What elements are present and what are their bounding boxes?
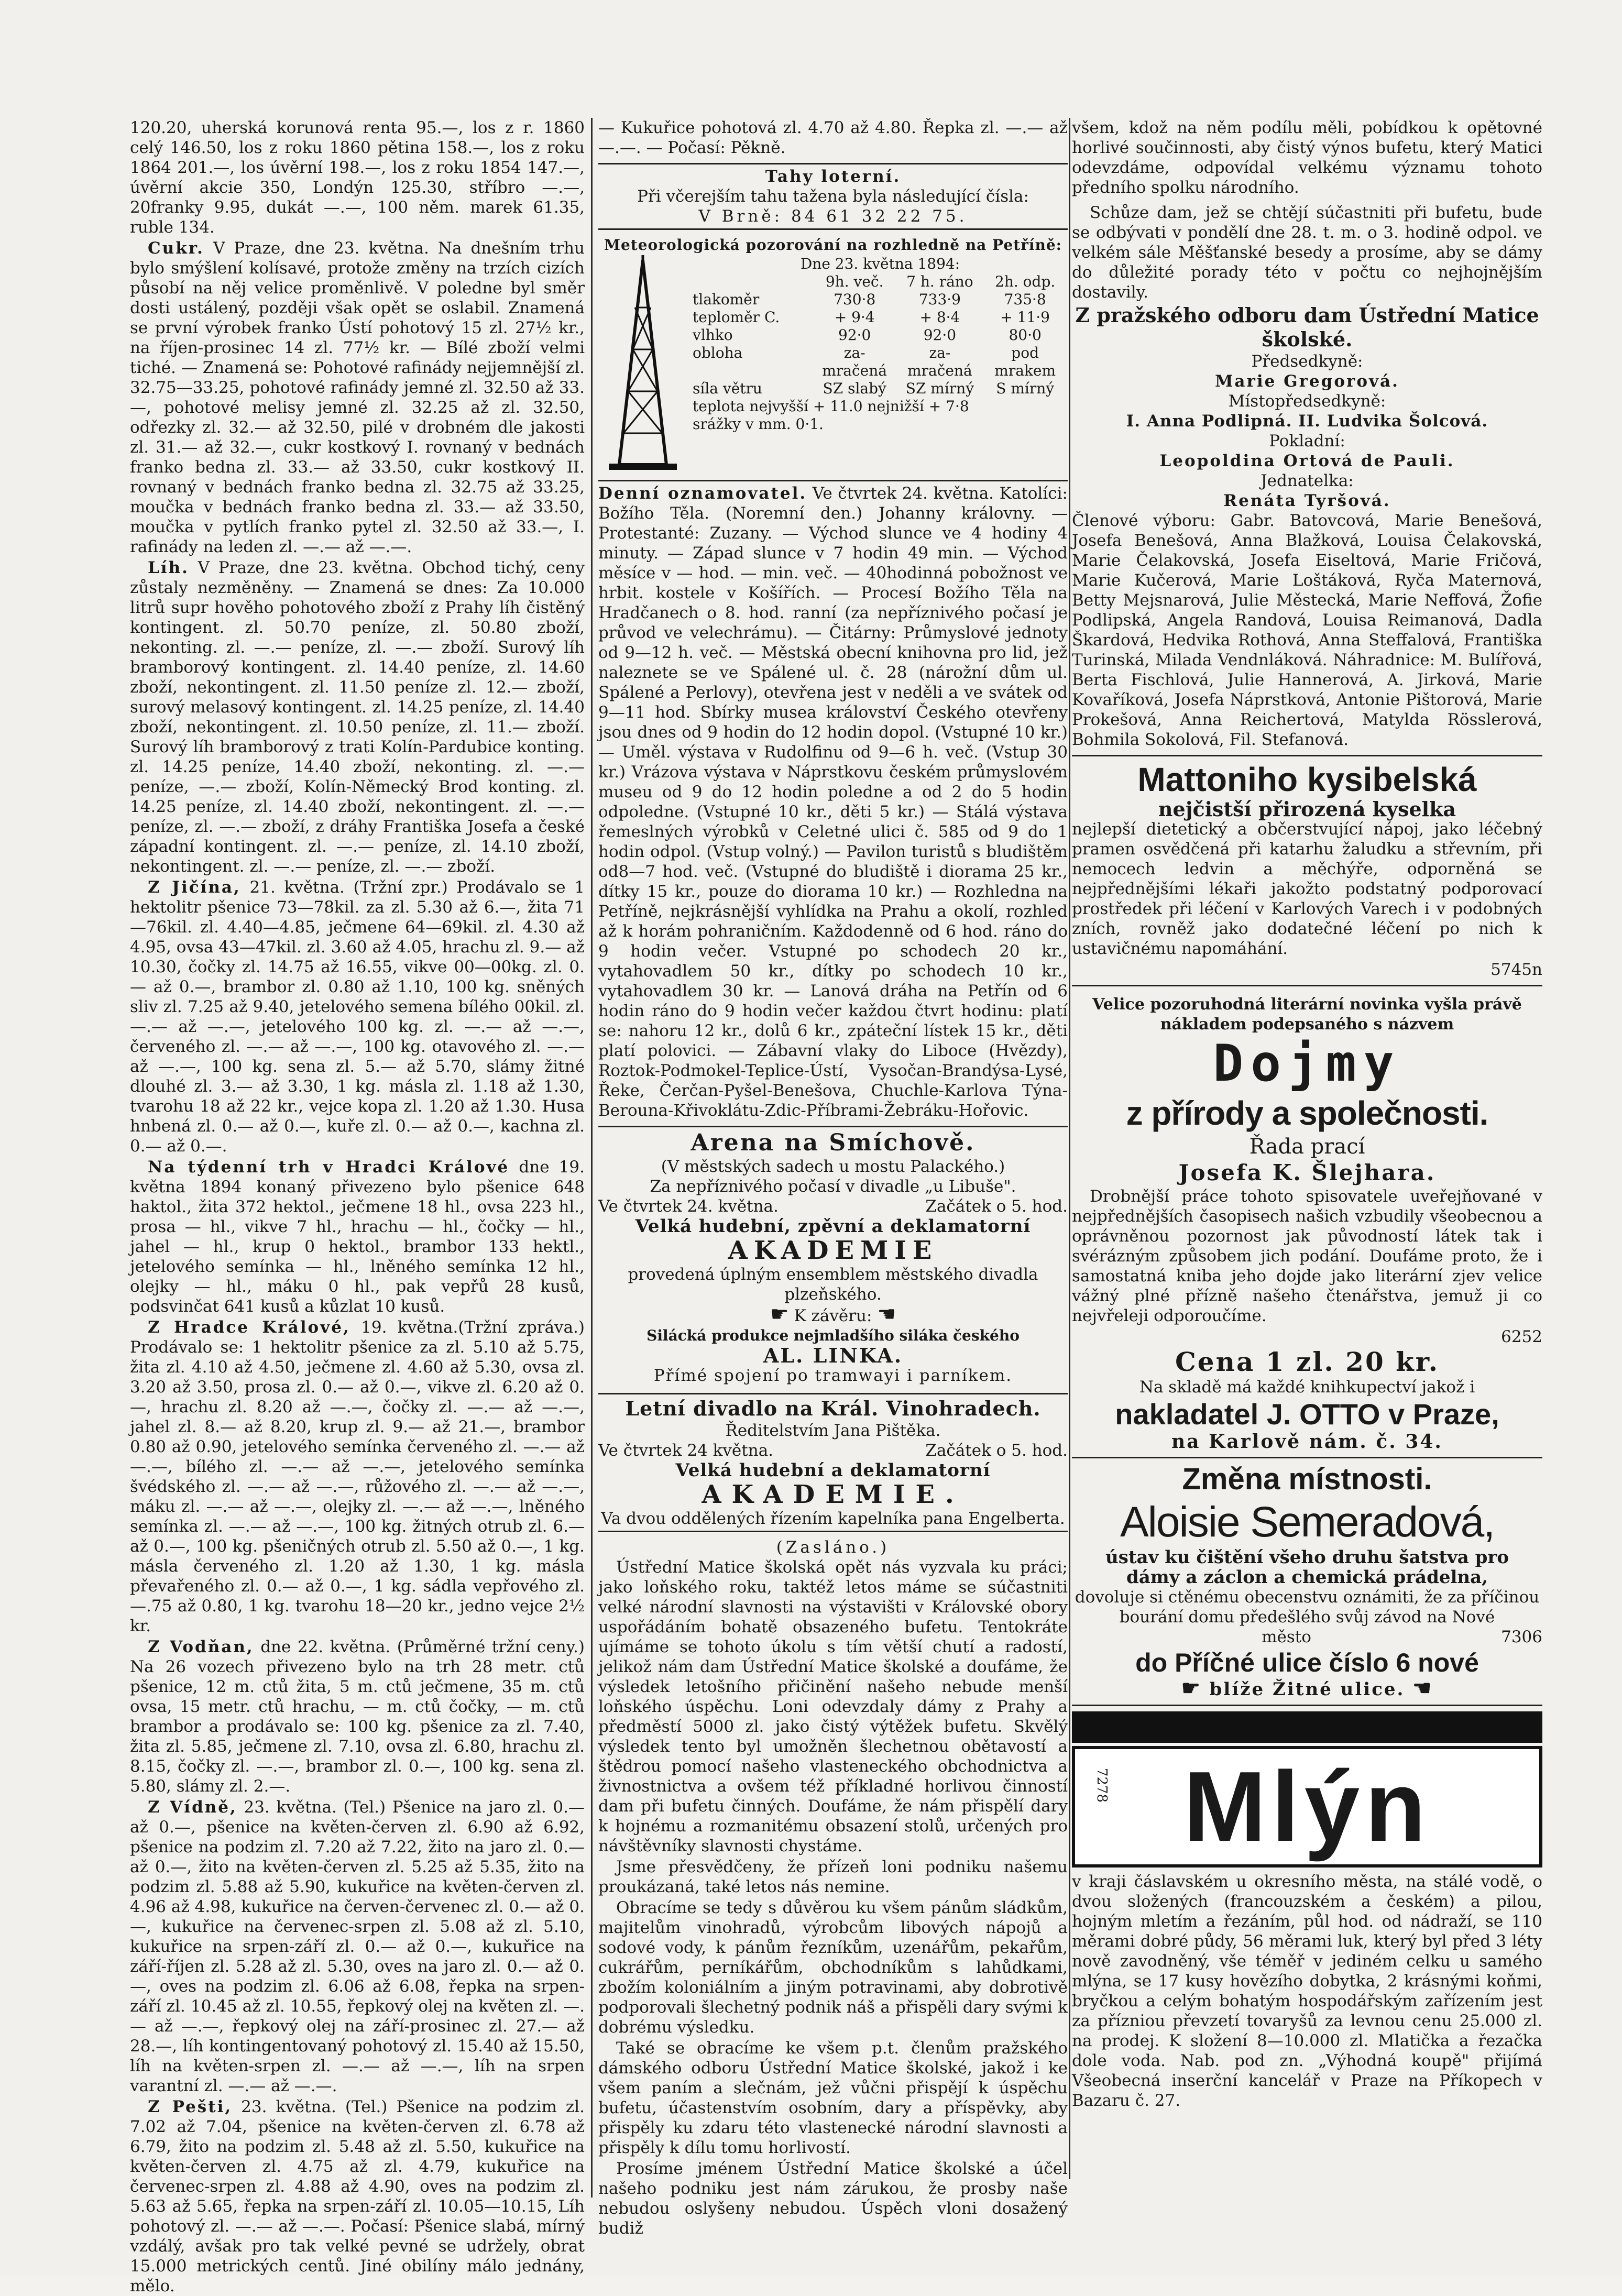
sent-in-continuation: všem, kdož na něm podílu měli, pobídkou k opětovné horlivé součinnosti, aby čistý výnos bufetu, který Matici odevzdáme, odpovídal velkému významu tohoto předního spolku národního. [1072, 118, 1542, 197]
meteo-cell: teploměr C. [693, 309, 780, 326]
column-rule-2 [1069, 118, 1070, 2179]
arena-time: Začátek o 5. hod. [925, 1197, 1068, 1216]
meteo-row [693, 309, 1068, 326]
arena-strongman: Silácká produkce nejmladšího siláka českého [646, 1327, 1020, 1344]
viden-text: 23. května. (Tel.) Pšenice na jaro zl. 0.— až 0.—, pšenice na květen-červen zl. 6.90 až 6.92, pšenice na podzim zl. 7.20 až 7.22, žito na jaro zl. 0.— až 0.—, žito na květen-červen zl. 5.25 až 5.35, žito na podzim zl. 5.88 až 5.90, kukuřice na květen-červen zl. 4.96 až 4.98, kukuřice na červen-červenec zl. 0.— až 0.—, kukuřice na červenec-srpen zl. 5.08 až zl. 5.10, kukuřice na srpen-září zl. 0.— až 0.—, kukuřice na září-říjen zl. 5.28 až zl. 5.30, oves na jaro zl. 0.— až 0.—, oves na podzim zl. 6.06 až 6.08, řepka na srpen-září zl. 10.45 až zl. 10.55, řepkový olej na květen zl. —.— až —.—, řepkový olej na září-prosinec zl. 27.— až 28.—, líh kontingentovaný pohotový zl. 15.40 až 15.50, líh na květen-srpen zl. —.— až —.—, líh na srpen varantní zl. —.— až —.—. [130, 1798, 585, 2095]
semeradova-near-text: blíže Žitné ulice. [1209, 1679, 1405, 1700]
arena-performers: provedená úplným ensemblem městského divadla plzeňského. [628, 1265, 1038, 1304]
meteo-cell: 2h. odp. [995, 273, 1056, 290]
arena-date: Ve čtvrtek 24. května. [598, 1197, 779, 1216]
meteo-cell: mračená [822, 362, 887, 379]
meteo-cell [693, 362, 812, 380]
meteo-cell: 80·0 [1009, 326, 1042, 344]
sugar-text: V Praze, dne 23. května. Na dnešním trhu bylo smýšlení kolísavé, protože změny na trzích cizích působí na něj velice proměnlivě. V poledne byl směr dosti ustálený, později však opět se oslabil. Znamená se první výrobek franko Ústí pohotový 15 zl. 27½ kr., na říjen-prosinec 14 zl. 77½ kr. — Bílé zboží velmi tiché. — Znamená se: Pohotové rafinády nejjemnější zl. 32.75—33.25, pohotové rafinády jemné zl. 32.50 až 33.—, pohotové melisy jemné zl. 32.25 až zl. 32.50, odřezky zl. 32.— až 32.50, pilé v drobném dle jakosti zl. 31.— až 32.—, cukr kostkový I. rovnaný v bednách franko bedna zl. 33.— až 33.50, cukr kostkový II. rovnaný v bednách franko bedna zl. 32.75 až 33.25, moučka v bednách franko bedna zl. 33.— až 33.50, moučka v pytlích franko pytel zl. 32.50 až 33.—, I. rafinády na leden zl. —.— až —.—. [130, 239, 585, 556]
sent-in-paragraph: Obracíme se tedy s důvěrou ku všem pánům sládkům, majitelům vinohradů, výrobcům libových nápojů a sodové vody, k pánům řezníkům, uzenářům, pekařům, cukrářům, perníkářům, obchodníkům s lahůdkami, zbožím koloniálním a jiným potravinami, aby dobrotivě podporovali šlechetný podnik náš a přispěli dary svými k dobrému výsledku. [598, 1898, 1068, 2037]
ad-semeradova [1072, 1458, 1542, 1706]
meteo-cell: 7 h. ráno [906, 273, 973, 290]
dojmy-stock: Na skladě má každé knihkupectví jakož i [1139, 1378, 1475, 1397]
sent-in-heading: (Zasláno.) [776, 1538, 890, 1557]
pointing-hand-icon: ☚ [877, 1302, 896, 1326]
sent-in-paragraph: Jsme přesvědčeny, že přízeň loni podniku našemu proukázaná, také letos nás nemine. [598, 1858, 1068, 1896]
vice-chair-names: I. Anna Podlipná. II. Ludvika Šolcová. [1126, 412, 1488, 431]
sent-in-paragraph: Také se obracíme ke všem p.t. členům pražského dámského odboru Ústřední Matice školské, jakož i ke všem paním a slečnám, jež vůčni přispějí k úspěchu bufetu, účastenstvím osobním, dary a příspěvky, aby přispěly ku zdaru této vlastenecké národní slavnosti a přispěly k dílu tomu horlivostí. [598, 2039, 1068, 2157]
summer-theatre-date-row [598, 1441, 1068, 1460]
meteo-cell: pod [1011, 344, 1039, 361]
semeradova-city-row [1072, 1627, 1542, 1647]
column-advertisements [1072, 118, 1542, 2174]
mattoni-subtitle: nejčistší přirozená kyselka [1158, 797, 1456, 821]
lottery-box [598, 163, 1068, 230]
pointing-hand-icon: ☛ [1181, 1676, 1202, 1700]
treasurer-label: Pokladní: [1269, 432, 1345, 451]
meteo-row [693, 326, 1068, 344]
meteo-cell: 92·0 [838, 326, 871, 344]
meteo-cell: 733·9 [918, 291, 961, 308]
mlyn-number: 7278 [1094, 1767, 1110, 1803]
meteo-cell: mrakem [994, 362, 1056, 379]
paragraph-pest [130, 2097, 585, 2296]
treasurer-name: Leopoldina Ortová de Pauli. [1159, 452, 1455, 470]
meteo-row [693, 291, 1068, 309]
daily-text: Ve čtvrtek 24. května. Katolíci: Božího Těla. (Noremní den.) Johanny královny. — Protestanté: Zuzany. — Východ slunce ve 4 hodiny 4 minuty. — Západ slunce v 7 hodin 49 min. — Východ měsíce v — hod. — min. več. — 40hodinná pobožnost ve hrbit. kostele v Košířích. — Procesí Božího Těla na Hradčanech o 8. hod. ranní (za nepříznivého počasí je průvod ve velechrámu). — Čitárny: Průmyslové jednoty od 9—12 h. več. — Městská obecní knihovna pro lid, jež naleznete se ve Spálené ul. č. 28 (nárožní dům ul. Spálené a Perlovy), otevřena jest v neděli a ve svátek od 9—11 hod. Sbírky musea království Českého otevřeny jsou dnes od 9 hodin do 12 hodin dopol. (Vstupné 10 kr.) — Uměl. výstava v Rudolfinu od 9—6 h. več. (Vstup 30 kr.) Vrázova výstava v Náprstkovu českém průmyslovém museu od 9 do 12 hodin poledne a od 2 do 5 hodin odpoledne. (Vstupné 10 kr., děti 5 kr.) — Stálá výstava řemeslných výrobků v Celetné ulici č. 585 od 9 do 1 hodin odpol. (Vstup volný.) — Pavilon turistů s bludištěm od8—7 hod. več. (Vstupné do bludiště i diorama 25 kr., dítky 15 kr., pouze do diorama 10 kr.) — Rozhledna na Petříně, nejkrásnější vyhlídka na Prahu a okolí, rozhled až k horám pohraničním. Každodenně od 6 hod. ráno do 9 hodin večer. Vstupné po schodech 20 kr., vytahovadlem 50 kr., dítky po schodech 10 kr., vytahovadlem 30 kr. — Lanová dráha na Petřín od 6 hodin ráno do 9 hodin večer každou čtvrt hodinu: platí se: nahoru 12 kr., dolů 6 kr., zpáteční lístek 15 kr., děti platí polovici. — Zábavní vlaky do Liboce (Hvězdy), Roztok-Podmokel-Teplice-Ústí, Vysočan-Brandýsa-Lysé, Řeke, Čerčan-Pyšel-Benešova, Chuchle-Karlova Týna-Berouna-Křivoklátu-Zdic-Příbrami-Žebráku-Hořovic. [598, 484, 1068, 1120]
meteo-cell: za- [929, 344, 951, 361]
heading-pest: Z Pešti, [148, 2097, 233, 2116]
meteo-cell: mračená [907, 362, 972, 379]
dojmy-price: Cena 1 zl. 20 kr. [1175, 1346, 1439, 1377]
dojmy-intro: Velice pozoruhodná literární novinka vyšla právě nákladem podepsaného s názvem [1092, 995, 1522, 1034]
summer-theatre-akademie: AKADEMIE. [702, 1480, 965, 1509]
semeradova-number: 7306 [1501, 1628, 1542, 1646]
meteo-row [693, 362, 1068, 380]
meteo-cell: tlakoměr [693, 291, 760, 308]
secretary-label: Jednatelka: [1261, 471, 1354, 490]
mattoni-title: Mattoniho kysibelská [1137, 761, 1477, 798]
semeradova-line3: dovoluje si ctěnému obecenstvu oznámiti, že za příčinou bourání domu předešlého svůj závod na Nové [1075, 1588, 1540, 1627]
arena-finale-label: K závěru: [794, 1306, 872, 1325]
meteo-cell: SZ slabý [823, 380, 886, 397]
meteo-cell: + 11·9 [1000, 309, 1050, 326]
meteo-row [693, 273, 1068, 291]
ad-border-top [1072, 1711, 1542, 1743]
ad-mattoni [1072, 755, 1542, 986]
chair-label: Předsedkyně: [1251, 352, 1363, 371]
paragraph-sugar [130, 238, 585, 557]
dojmy-author: Josefa K. Šlejhara. [1178, 1160, 1436, 1185]
column-notices [598, 118, 1068, 2238]
lottery-title: Tahy loterní. [765, 167, 901, 186]
meteo-cell: + 9·4 [834, 309, 875, 326]
meteo-cell: vlhko [693, 326, 733, 344]
meteo-precipitation: srážky v mm. 0·1. [693, 415, 824, 433]
mattoni-number: 5745n [1491, 960, 1542, 979]
meteo-cell: 730·8 [834, 291, 876, 308]
ad-mlyn [1072, 1711, 1542, 2111]
semeradova-line1: ústav ku čištění všeho druhu šatstva pro [1105, 1547, 1509, 1568]
hradec-text: 19. května.(Tržní zpráva.) Prodávalo se: 1 hektolitr pšenice za zl. 5.10 až 5.75, žita zl. 4.10 až 4.50, ječmene zl. 4.60 až 5.30, ovsa zl. 3.20 až 3.50, prosa zl. 0.— až 0.—, vikve zl. 6.20 až 0.—, hrachu zl. 8.20 až —.—, čočky zl. —.— až —.—, jahel zl. 8.— až 8.20, krup zl. 9.— až 21.—, brambor 0.80 až 0.90, jetelového semínka červeného zl. —.— až —.—, bílého zl. —.— až —.—, jetelového semínka švédského zl. —.— až —.—, růžového zl. —.— až —.—, máku zl. —.— až —.—, olejky zl. —.— až —.—, lněného semínka zl. —.— až —.—, 100 kg. žitných otrub zl. 6.— až 0.—, 100 kg. pšeničných otrub zl. 5.50 až 0.—, 1 kg. másla červeného zl. 1.20 až 1.30, 1 kg. másla převařeného zl. 0.— až 0.—, 1 kg. sádla vepřového zl. —.75 až 0.80, 1 kg. tvarohu 18—20 kr., jedno vejce 2½ kr. [130, 1318, 585, 1635]
heading-sugar: Cukr. [148, 239, 204, 258]
semeradova-near [1072, 1678, 1542, 1699]
dojmy-number: 6252 [1501, 1327, 1542, 1346]
meteo-cell: za- [843, 344, 865, 361]
column-rule-1 [591, 118, 593, 2198]
ad-summer-theatre [598, 1393, 1068, 1532]
heading-spirits: Líh. [148, 558, 189, 577]
meteo-cell: SZ mírný [905, 380, 974, 397]
meteo-cell: 92·0 [923, 326, 957, 344]
lottery-numbers: V Brně: 84 61 32 22 75. [698, 207, 968, 226]
meteo-row [693, 344, 1068, 362]
sent-in-paragraph: Prosíme jménem Ústřední Matice školské a účel našeho podniku jest nám zárukou, že prosby naše nebudou oslyšeny nebudou. Úspěch vloni dosažený budiž [598, 2159, 1068, 2238]
dojmy-title: Dojmy [1213, 1034, 1401, 1093]
sent-in-paragraph: Ústřední Matice školská opět nás vyzvala ku práci; jako loňského roku, taktéž letos máme se súčastniti velké národní slavnosti na výstavišti v Královské obory uspořádáním bohatě obsazeného bufetu. Tentokráte ujímáme se tohoto úkolu s tím větší chutí a radostí, jelikož nám dam Ústřední Matice školské a doufáme, že výsledek letošního přičinění našeho nebude menší loňského úspěchu. Loni odevzdaly dámy z Prahy a předměstí 5000 zl. jako čistý výtěžek bufetu. Skvělý výsledek tento byl umožněn šlechetnou obětavostí a štědrou pomocí našeho vlasteneckého obchodnictva a živnostnictva a ovšem též příkladné horlivou činností dam při bufetu činných. Doufáme, že nám přispělí dary k hojnému a rozmanitému obsazení stolů, určených pro návštěvníky slavnosti chystáme. [598, 1558, 1068, 1855]
arena-akademie: AKADEMIE [728, 1236, 938, 1265]
meteo-cell [693, 273, 812, 291]
semeradova-line2: dámy a záclon a chemická prádelna, [1126, 1567, 1488, 1588]
meteo-cell: obloha [693, 344, 743, 361]
pointing-hand-icon: ☚ [1412, 1676, 1433, 1700]
meteo-block [598, 255, 1068, 480]
heading-jicin: Z Jičína, [148, 878, 241, 897]
dojmy-publisher-address: na Karlově nám. č. 34. [1171, 1431, 1443, 1453]
dojmy-series: Řada prací [1249, 1135, 1365, 1159]
heading-kralove-market: Na týdenní trh v Hradci Králové [148, 1158, 510, 1177]
committee-title: Z pražského odboru dam Ústřední Matice školské. [1075, 303, 1539, 351]
arena-strongman-name: AL. LINKA. [763, 1344, 903, 1367]
meteo-cell: 9h. več. [825, 273, 884, 290]
paragraph-vodnan [130, 1637, 585, 1796]
ad-arena [598, 1126, 1068, 1388]
petrin-tower-icon [598, 255, 687, 480]
kralove-market-text: dne 19. května 1894 konaný přivezeno bylo pšenice 648 haktol., žita 372 hektol., ječmene 18 hl., ovsa 223 hl., prosa — hl., vikve 7 hl., hrachu — hl., čočky — hl., jahel — hl., krup 0 hektol., brambor 133 hektl., jetelového semínka — hl., lněného semínka 12 hl., olejky — hl., máku 0 hl., pak vepřů 28 kusů, podsvinčat 641 kusů a kůzlat 10 kusů. [130, 1158, 585, 1316]
mlyn-text: v kraji čáslavském u okresního města, na stálé vodě, o dvou složených (francouzském a českém) a pilou, hojným mletím a řezáním, půl hod. od nádraží, se 110 měrami dobré půdy, 56 měrami luk, který byl před 3 léty nově zavodněný, vše téměř v jediném celku u samého mlýna, se 17 kusy hovězího dobytka, 2 krásnými koňmi, bryčkou a celým bohatým hospodářským zařízením jest za přízniou převzetí tovaryšů za levnou cenu 25.000 zl. na prodej. K složení 8—10.000 zl. Mlatička a řezačka dole voda. Nab. pod zn. „Výhodná koupě" přijímá Všeobecná inserční kancelář v Praze na Příkopech v Bazaru č. 27. [1072, 1872, 1542, 2110]
meteo-cell: S mírný [996, 380, 1055, 397]
mlyn-title: Mlýn [1183, 1751, 1431, 1862]
dojmy-publisher: nakladatel J. OTTO v Praze, [1115, 1398, 1499, 1431]
meteo-temperature: teplota nejvyšší + 11.0 nejnižší + 7·8 [693, 398, 969, 415]
meteo-cell: síla větru [693, 380, 762, 397]
arena-rain-note: Za nepříznivého počasí v divadle „u Libuše". [650, 1177, 1016, 1196]
paragraph-exchange-rates: 120.20, uherská korunová renta 95.—, los z r. 1860 celý 146.50, los z roku 1860 pětina 158.—, los z roku 1864 201.—, los úvěrní 198.—, los z roku 1854 147.—, úvěrní akcie 350, Londýn 125.30, stříbro —.—, 20franky 9.95, dukát —.—, 100 něm. marek 61.35, ruble 134. [130, 118, 585, 237]
semeradova-city: město [1262, 1628, 1311, 1646]
chair-name: Marie Gregorová. [1215, 372, 1399, 391]
heading-vodnan: Z Vodňan, [148, 1638, 254, 1656]
arena-title: Arena na Smíchově. [691, 1129, 976, 1156]
pointing-hand-icon: ☛ [770, 1302, 789, 1326]
pest-text: 23. května. (Tel.) Pšenice na podzim zl. 7.02 až 7.04, pšenice na květen-červen zl. 6.78 až 6.79, žito na podzim zl. 5.48 až zl. 5.50, kukuřice na květen-červen zl. 4.75 až zl. 4.79, kukuřice na červenec-srpen zl. 4.88 až 4.90, oves na podzim zl. 5.63 až 5.65, řepka na srpen-září zl. 10.05—10.15, Líh pohotový zl. —.— až —.—. Počasí: Pšenice slabá, mírný vzdálý, avšak pro tak velké pevné se udržely, obrat 15.000 metrických centů. Jiné obilíny málo jednány, mělo. [130, 2097, 585, 2295]
arena-subtitle: (V městských sadech u mostu Palackého.) [661, 1157, 1005, 1176]
heading-hradec: Z Hradce Králové, [148, 1318, 350, 1337]
spirits-text: V Praze, dne 23. května. Obchod tichý, ceny zůstaly nezměněny. — Znamená se dnes: Za 10.000 litrů supr hověho pohotového zboží z Prahy líh čistěný kontingent. zl. 50.70 peníze, zl. 50.80 zboží, nekonting. zl. —.— peníze, zl. —.— zboží. Surový líh bramborový kontingent. zl. 14.40 peníze, zl. 14.60 zboží, nekontingent. zl. 11.50 peníze zl. 12.— zboží, surový melasový kontingent. zl. 14.25 peníze, zl. 14.40 zboží, nekontingent. zl. 10.50 peníze, zl. 11.— zboží. Surový líh bramborový z trati Kolín-Pardubice konting. zl. 14.25 peníze, 14.40 zboží, nekonting. zl. —.— peníze, —.— zboží, Kolín-Německý Brod konting. zl. 14.25 peníze, zl. 14.40 zboží, nekontingent. zl. —.— peníze, zl. —.— zboží, z dráhy Františka Josefa a české západní kontingent. zl. —.— peníze, zl. 14.10 zboží, nekontingent. zl. —.— peníze, zl. —.— zboží. [130, 558, 585, 876]
summer-theatre-heading: Velká hudební a deklamatorní [675, 1460, 991, 1481]
committee-members: Členové výboru: Gabr. Batovcová, Marie Benešová, Josefa Benešová, Anna Blažková, Louisa Čelakovská, Marie Čelakovská, Josefa Eiseltová, Marie Fričová, Marie Kučerová, Marie Loštáková, Ryča Maternová, Betty Mejsnarová, Julie Městecká, Marie Neffová, Žofie Podlipská, Angela Randová, Louisa Reimanová, Dadla Škardová, Hedvika Rothová, Anna Steffalová, Františka Turinská, Milada Vendnláková. Náhradnice: M. Bulířová, Berta Fischlová, Julie Hannerová, A. Jirková, Marie Kovaříková, Josefa Náprstková, Antonie Pištorová, Marie Prokešová, Anna Reichertová, Matylda Rösslerová, Bohmila Sokolová, Fil. Stefanová. [1072, 511, 1542, 749]
meteo-title: Meteorologická pozorování na rozhledně na Petříně: [604, 236, 1062, 254]
summer-theatre-title: Letní divadlo na Král. Vinohradech. [625, 1397, 1041, 1420]
paragraph-viden [130, 1797, 585, 2096]
semeradova-change: Změna místnosti. [1182, 1462, 1432, 1496]
summer-theatre-date: Ve čtvrtek 24 května. [598, 1441, 774, 1460]
arena-heading: Velká hudební, zpěvní a deklamatorní [635, 1216, 1031, 1237]
heading-daily: Denní oznamovatel. [598, 484, 807, 503]
meteo-cell: + 8·4 [919, 309, 960, 326]
paragraph-spirits [130, 558, 585, 876]
secretary-name: Renáta Tyršová. [1223, 491, 1391, 510]
semeradova-name: Aloisie Semeradová, [1120, 1498, 1495, 1546]
summer-theatre-director: Ředitelstvím Jana Pištěka. [725, 1421, 941, 1440]
dojmy-subtitle: z přírody a společnosti. [1126, 1094, 1488, 1132]
meteo-date: Dne 23. května 1894: [800, 255, 960, 272]
paragraph-hradec [130, 1317, 585, 1636]
summer-theatre-conductor: Va dvou oddělených řízením kapelníka pana Engelberta. [601, 1509, 1065, 1528]
paragraph-daily [598, 480, 1068, 1120]
semeradova-address: do Příčné ulice číslo 6 nové [1135, 1648, 1479, 1677]
arena-date-row [598, 1196, 1068, 1216]
paragraph-kralove-market [130, 1157, 585, 1316]
paragraph-jicin [130, 877, 585, 1156]
dojmy-text: Drobnější práce tohoto spisovatele uveřejňované v nejpřednějších časopisech našich vzbudily všeobecnou a oprávněnou pozornost jak původností látek tak i svérázným způsobem jich podání. Doufáme proto, že i samostatná kniba jeho dojde jako literární zjev velice vážný plné přízně našeho čtenářstva, jemuž ji co nejvřeleji odporoučíme. [1072, 1187, 1542, 1325]
meteo-row [693, 380, 1068, 398]
mlyn-banner [1072, 1746, 1542, 1867]
jicin-text: 21. května. (Tržní zpr.) Prodávalo se 1 hektolitr pšenice 73—78kil. za zl. 5.30 až 6.—, žita 71—76kil. zl. 4.40—4.85, ječmene 64—69kil. zl. 4.30 až 4.95, ovsa 43—47kil. zl. 3.60 až 4.05, hrachu zl. 9.— až 10.30, čočky zl. 14.75 až 16.55, vikve 00—00kg. zl. 0.— až 0.—, brambor zl. 0.80 až 1.10, 100 kg. sněných sliv zl. 7.25 až 9.40, jetelového semena bílého 00kil. zl. —.— až —.—, jetelového 100 kg. zl. —.— až —.—, červeného zl. —.— až —.—, 100 kg. otavového zl. —.— až —.—, 100 kg. sena zl. 5.— až 5.70, slámy žitné dlouhé zl. 3.— až 3.30, 1 kg. másla zl. 1.18 až 1.30, tvarohu 18 až 22 kr., vejce kopa zl. 1.20 až 1.30. Husa hnbená zl. 0.— až 0.—, kuře zl. 0.— až 0.—, kachna zl. 0.— až 0.—. [130, 878, 585, 1156]
ad-dojmy [1072, 992, 1542, 1458]
lottery-subtitle: Při včerejším tahu tažena byla následující čísla: [637, 187, 1029, 206]
heading-viden: Z Vídně, [148, 1798, 237, 1817]
column-market-reports [130, 118, 585, 2295]
arena-finale [598, 1304, 1068, 1326]
meteo-cell: 735·8 [1004, 291, 1046, 308]
arena-transport: Přímé spojení po tramwayi i parníkem. [653, 1366, 1013, 1385]
paragraph-corn: — Kukuřice pohotová zl. 4.70 až 4.80. Řepka zl. —.— až —.—. — Počasí: Pěkně. [598, 118, 1068, 157]
summer-theatre-time: Začátek o 5. hod. [925, 1441, 1068, 1460]
meteo-table [693, 255, 1068, 480]
vice-chair-label: Místopředsedkyně: [1228, 392, 1386, 411]
meeting-notice: Schůze dam, jež se chtějí súčastniti při bufetu, bude se odbývati v pondělí dne 28. t. m. o 3. hodině odpol. ve velkém sále Měšťanské besedy a prosíme, aby se dámy do důležité porady této v počtu co nejhojnějším dostavily. [1072, 203, 1542, 302]
vodnan-text: dne 22. května. (Průměrné tržní ceny.) Na 26 vozech přivezeno bylo na trh 28 metr. ctů pšenice, 12 m. ctů žita, 5 m. ctů ječmene, 35 m. ctů ovsa, 15 metr. ctů hrachu, — m. ctů čočky, — m. ctů brambor a prodávalo se: 100 kg. pšenice za zl. 7.40, žita zl. 5.85, ječmene zl. 7.10, ovsa zl. 6.80, hrachu zl. 8.15, čočky zl. —.—, brambor zl. 0.—, 100 kg. sena zl. 5.80, slámy zl. 2.—. [130, 1638, 585, 1796]
mattoni-text: nejlepší dietetický a občerstvující nápoj, jako léčebný pramen osvědčená při katarhu žaludku a střevním, při nemocech ledvin a měchýře, odporněná se nejpřednějšími lékaři jakožto podstatný podporovací prostředek při léčení v Karlových Varech i v podobných zních, rovněž jako dodatečné léčení po nich k ustavičnému napomáhání. [1072, 820, 1542, 958]
